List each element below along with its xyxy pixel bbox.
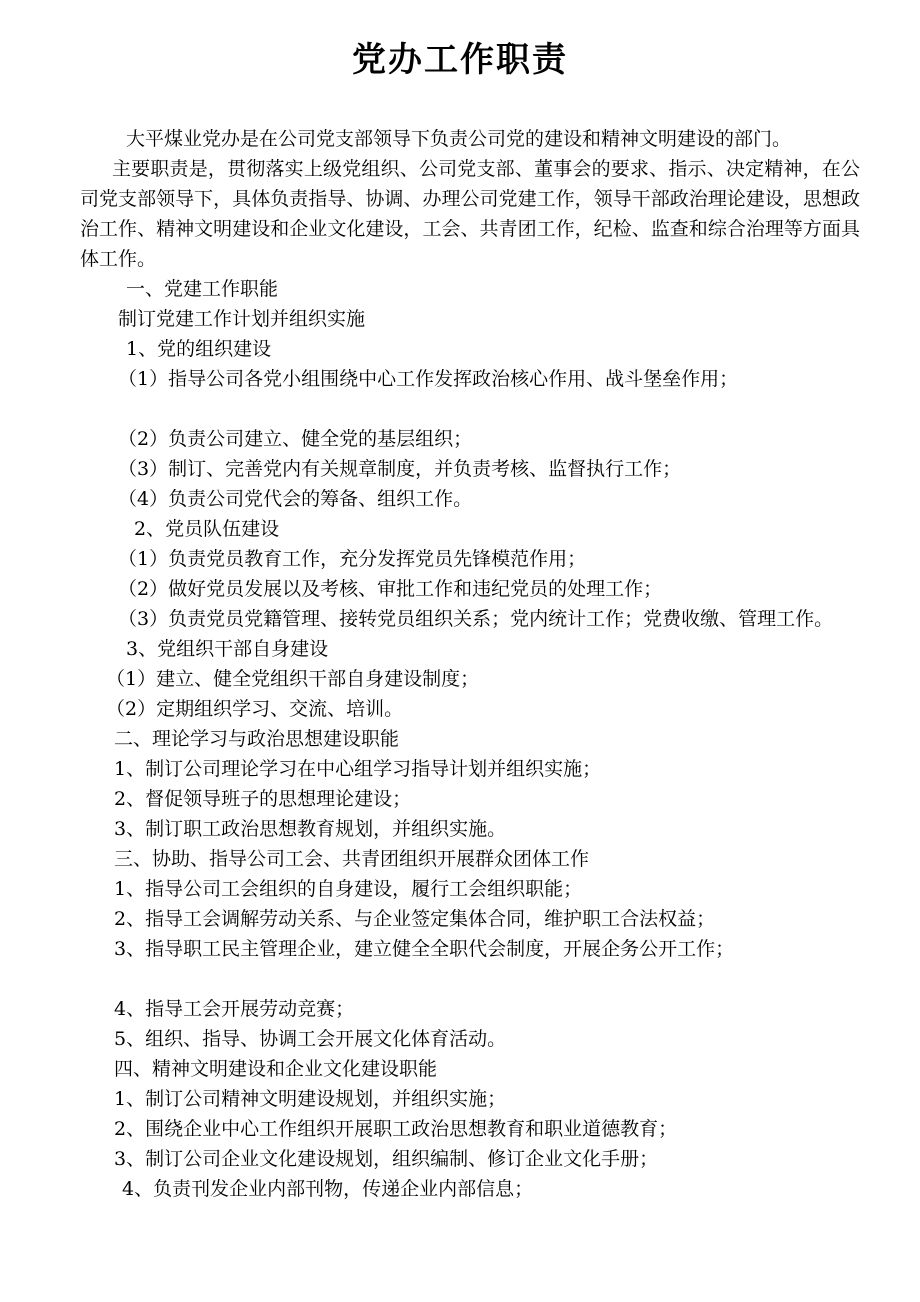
section-heading-party-building: 一、党建工作职能 <box>126 278 279 300</box>
list-item: 1、制订公司精神文明建设规划，并组织实施； <box>114 1088 507 1110</box>
section-heading-theory: 二、理论学习与政治思想建设职能 <box>114 728 400 750</box>
blank-line <box>80 394 860 424</box>
list-item: （2）负责公司建立、健全党的基层组织； <box>118 428 473 450</box>
list-item: 4、负责刊发企业内部刊物，传递企业内部信息； <box>122 1178 534 1200</box>
list-item: （1）负责党员教育工作，充分发挥党员先锋模范作用； <box>118 548 587 570</box>
list-item: （2）定期组织学习、交流、培训。 <box>106 698 404 720</box>
subsection-heading: 2、党员队伍建设 <box>134 518 280 540</box>
main-duties-paragraph: 主要职责是，贯彻落实上级党组织、公司党支部、董事会的要求、指示、决定精神，在公司党支部领导下，具体负责指导、协调、办理公司党建工作，领导干部政治理论建设，思想政治工作、精神文明建设和企业文化建设，工会、共青团工作，纪检、监查和综合治理等方面具体工作。 <box>80 158 860 270</box>
list-item: 1、指导公司工会组织的自身建设，履行工会组织职能； <box>114 878 583 900</box>
list-item: （4）负责公司党代会的筹备、组织工作。 <box>118 488 473 510</box>
list-item: （2）做好党员发展以及考核、审批工作和违纪党员的处理工作； <box>118 578 663 600</box>
list-item: 1、制订公司理论学习在中心组学习指导计划并组织实施； <box>114 758 602 780</box>
list-item: 2、督促领导班子的思想理论建设； <box>114 788 412 810</box>
list-item: 2、指导工会调解劳动关系、与企业签定集体合同，维护职工合法权益； <box>114 908 716 930</box>
intro-paragraph: 大平煤业党办是在公司党支部领导下负责公司党的建设和精神文明建设的部门。 <box>126 128 792 150</box>
list-item: 4、指导工会开展劳动竞赛； <box>114 998 355 1020</box>
list-item: （3）制订、完善党内有关规章制度，并负责考核、监督执行工作； <box>118 458 682 480</box>
section-heading-union: 三、协助、指导公司工会、共青团组织开展群众团体工作 <box>114 848 590 870</box>
list-item: 5、组织、指导、协调工会开展文化体育活动。 <box>114 1028 507 1050</box>
document-body <box>80 124 860 1204</box>
list-item: （1）指导公司各党小组围绕中心工作发挥政治核心作用、战斗堡垒作用； <box>118 368 739 390</box>
list-item: （1）建立、健全党组织干部自身建设制度； <box>106 668 480 690</box>
subsection-heading: 1、党的组织建设 <box>126 338 272 360</box>
section-heading-civilization: 四、精神文明建设和企业文化建设职能 <box>114 1058 438 1080</box>
list-item: 3、制订职工政治思想教育规划，并组织实施。 <box>114 818 507 840</box>
subsection-heading: 3、党组织干部自身建设 <box>126 638 329 660</box>
list-item: 2、围绕企业中心工作组织开展职工政治思想教育和职业道德教育； <box>114 1118 678 1140</box>
list-item: 制订党建工作计划并组织实施 <box>118 308 366 330</box>
blank-line <box>80 964 860 994</box>
list-item: 3、指导职工民主管理企业，建立健全全职代会制度，开展企务公开工作； <box>114 938 735 960</box>
page-title: 党办工作职责 <box>352 40 568 80</box>
list-item: （3）负责党员党籍管理、接转党员组织关系；党内统计工作；党费收缴、管理工作。 <box>118 608 834 630</box>
list-item: 3、制订公司企业文化建设规划，组织编制、修订企业文化手册； <box>114 1148 659 1170</box>
